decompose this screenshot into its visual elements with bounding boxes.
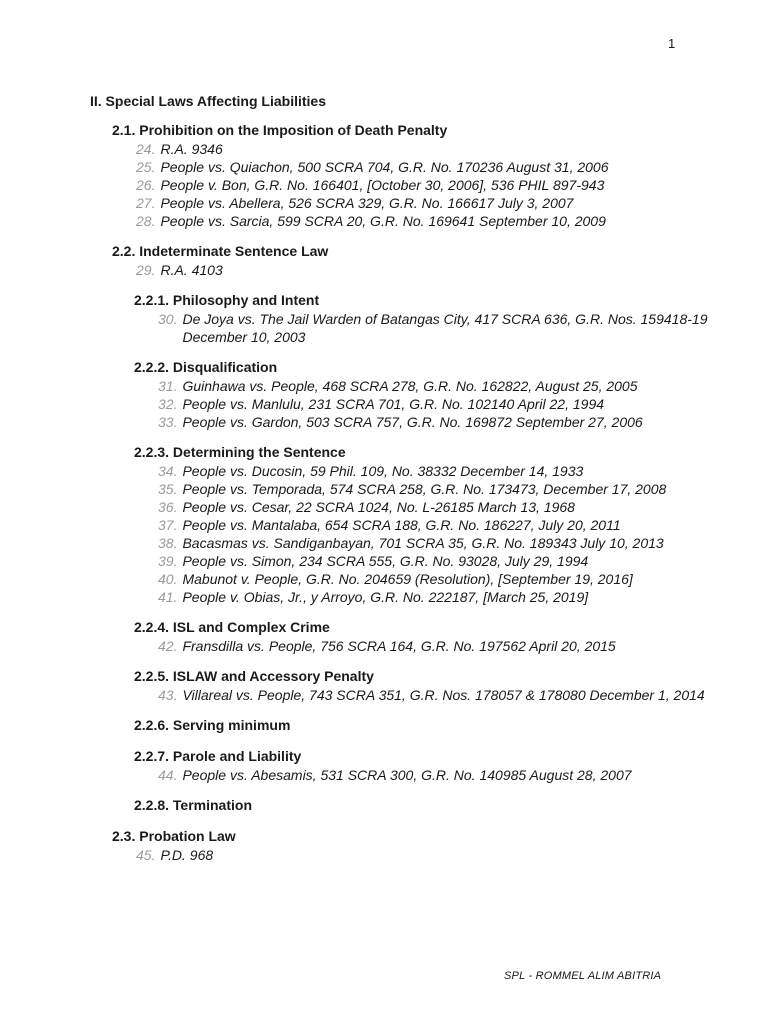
case-citation [136, 846, 710, 864]
case-list [136, 140, 710, 230]
citation-text: Fransdilla vs. People, 756 SCRA 164, G.R. No. 197562 April 20, 2015 [182, 638, 616, 654]
item-number: 32. [158, 396, 178, 412]
citation-text: Mabunot v. People, G.R. No. 204659 (Resolution), [September 19, 2016] [182, 571, 633, 587]
subsection-heading-2-2-4: 2.2.4. ISL and Complex Crime [134, 619, 330, 635]
case-list [158, 766, 710, 784]
subsection-heading-2-2-2: 2.2.2. Disqualification [134, 359, 278, 375]
citation-text: People vs. Abellera, 526 SCRA 329, G.R. No. 166617 July 3, 2007 [160, 195, 574, 211]
citation-text: People vs. Mantalaba, 654 SCRA 188, G.R. No. 186227, July 20, 2011 [182, 517, 621, 533]
citation-text: People vs. Sarcia, 599 SCRA 20, G.R. No. 169641 September 10, 2009 [160, 213, 606, 229]
item-number: 41. [158, 589, 178, 605]
case-citation [158, 377, 710, 395]
item-number: 42. [158, 638, 178, 654]
citation-text: Guinhawa vs. People, 468 SCRA 278, G.R. No. 162822, August 25, 2005 [182, 378, 638, 394]
case-citation [158, 480, 710, 498]
item-number: 37. [158, 517, 178, 533]
subsection-heading-2-2-6: 2.2.6. Serving minimum [134, 717, 291, 733]
item-number: 27. [136, 195, 156, 211]
item-number: 28. [136, 213, 156, 229]
subsection-heading-2-2-1: 2.2.1. Philosophy and Intent [134, 292, 320, 308]
case-citation [158, 516, 710, 534]
case-list [158, 462, 710, 606]
citation-text: People v. Bon, G.R. No. 166401, [October 30, 2006], 536 PHIL 897-943 [160, 177, 605, 193]
citation-text: People vs. Manlulu, 231 SCRA 701, G.R. No. 102140 April 22, 1994 [182, 396, 605, 412]
citation-text: De Joya vs. The Jail Warden of Batangas City, 417 SCRA 636, G.R. Nos. 159418-19 December 10, 2003 [182, 311, 708, 345]
item-number: 26. [136, 177, 156, 193]
document-body [90, 92, 710, 864]
case-citation [158, 588, 710, 606]
case-list [158, 310, 710, 346]
item-number: 45. [136, 847, 156, 863]
item-number: 25. [136, 159, 156, 175]
item-number: 44. [158, 767, 178, 783]
chapter-heading: II. Special Laws Affecting Liabilities [90, 93, 326, 109]
case-citation [158, 310, 710, 346]
citation-text: Bacasmas vs. Sandiganbayan, 701 SCRA 35, G.R. No. 189343 July 10, 2013 [182, 535, 664, 551]
subsection-heading-2-2-7: 2.2.7. Parole and Liability [134, 748, 302, 764]
section-heading-2-3: 2.3. Probation Law [112, 828, 236, 844]
citation-text: People v. Obias, Jr., y Arroyo, G.R. No. 222187, [March 25, 2019] [182, 589, 589, 605]
citation-text: R.A. 9346 [160, 141, 223, 157]
citation-text: People vs. Ducosin, 59 Phil. 109, No. 38332 December 14, 1933 [182, 463, 584, 479]
section-heading-2-2: 2.2. Indeterminate Sentence Law [112, 243, 329, 259]
subsection-heading-2-2-8: 2.2.8. Termination [134, 797, 252, 813]
case-citation [158, 766, 710, 784]
citation-text: R.A. 4103 [160, 262, 223, 278]
item-number: 24. [136, 141, 156, 157]
case-citation [136, 176, 710, 194]
citation-text: People vs. Abesamis, 531 SCRA 300, G.R. No. 140985 August 28, 2007 [182, 767, 632, 783]
citation-text: People vs. Gardon, 503 SCRA 757, G.R. No. 169872 September 27, 2006 [182, 414, 643, 430]
case-list [136, 261, 710, 279]
item-number: 34. [158, 463, 178, 479]
item-number: 29. [136, 262, 156, 278]
item-number: 40. [158, 571, 178, 587]
item-number: 39. [158, 553, 178, 569]
section-heading-2-1: 2.1. Prohibition on the Imposition of Death Penalty [112, 122, 448, 138]
case-citation [158, 637, 710, 655]
case-citation [136, 158, 710, 176]
case-list [158, 637, 710, 655]
case-citation [158, 686, 710, 704]
case-citation [158, 534, 710, 552]
citation-text: People vs. Simon, 234 SCRA 555, G.R. No. 93028, July 29, 1994 [182, 553, 589, 569]
case-list [158, 377, 710, 431]
item-number: 38. [158, 535, 178, 551]
case-citation [158, 462, 710, 480]
subsection-heading-2-2-3: 2.2.3. Determining the Sentence [134, 444, 346, 460]
case-list [136, 846, 710, 864]
citation-text: People vs. Temporada, 574 SCRA 258, G.R. No. 173473, December 17, 2008 [182, 481, 667, 497]
case-citation [158, 552, 710, 570]
case-citation [136, 261, 710, 279]
citation-text: Villareal vs. People, 743 SCRA 351, G.R. Nos. 178057 & 178080 December 1, 2014 [182, 687, 705, 703]
item-number: 35. [158, 481, 178, 497]
citation-text: People vs. Cesar, 22 SCRA 1024, No. L-26185 March 13, 1968 [182, 499, 575, 515]
case-citation [136, 194, 710, 212]
item-number: 33. [158, 414, 178, 430]
citation-text: People vs. Quiachon, 500 SCRA 704, G.R. No. 170236 August 31, 2006 [160, 159, 609, 175]
case-citation [158, 570, 710, 588]
item-number: 30. [158, 311, 178, 327]
case-citation [136, 212, 710, 230]
case-citation [158, 498, 710, 516]
item-number: 31. [158, 378, 178, 394]
item-number: 36. [158, 499, 178, 515]
citation-text: P.D. 968 [160, 847, 214, 863]
case-list [158, 686, 710, 704]
page-number: 1 [668, 36, 676, 51]
footer-author: SPL - ROMMEL ALIM ABITRIA [504, 970, 662, 982]
case-citation [158, 413, 710, 431]
case-citation [158, 395, 710, 413]
case-citation [136, 140, 710, 158]
item-number: 43. [158, 687, 178, 703]
subsection-heading-2-2-5: 2.2.5. ISLAW and Accessory Penalty [134, 668, 374, 684]
